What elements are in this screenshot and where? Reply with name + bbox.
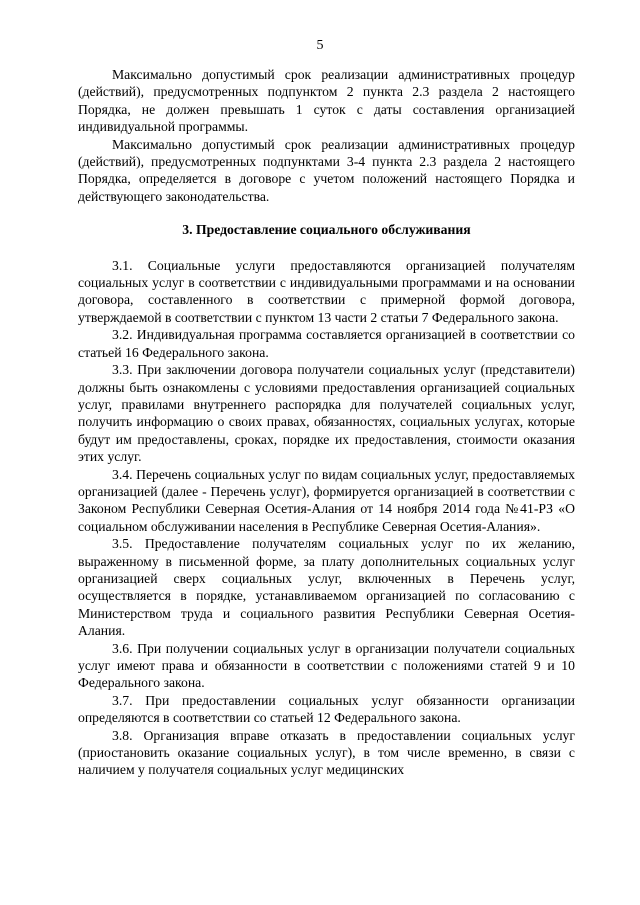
section-heading: 3. Предоставление социального обслуживания: [182, 222, 471, 238]
intro-paragraph-1: Максимально допустимый срок реализации административных процедур (действий), предусмотренных подпунктом 2 пункта 2.3 раздела 2 настоящего Порядка, не должен превышать 1 суток с даты составления организацией индивидуальной программы.: [78, 67, 575, 135]
paragraph-3-3: 3.3. При заключении договора получатели социальных услуг (представители) должны быть ознакомлены с условиями предоставления организацией социальных услуг, правилами внутреннего распорядка для получателей социальных услуг, получить информацию о своих правах, обязанностях, социальных услугах, которые будут им предоставлены, сроках, порядке их предоставления, стоимости оказания этих услуг.: [78, 362, 575, 465]
paragraph-3-5: 3.5. Предоставление получателям социальных услуг по их желанию, выраженному в письменной форме, за плату дополнительных социальных услуг организацией сверх социальных услуг, включенных в Перечень услуг, осуществляется в порядке, устанавливаемом организацией по согласованию с Министерством труда и социального развития Республики Северная Осетия-Алания.: [78, 536, 575, 639]
paragraph-3-6: 3.6. При получении социальных услуг в организации получатели социальных услуг имеют права и обязанности в соответствии с положениями статей 9 и 10 Федерального закона.: [78, 640, 575, 691]
paragraph-3-1: 3.1. Социальные услуги предоставляются организацией получателям социальных услуг в соответствии с индивидуальными программами и на основании договора, составленного в соответствии с примерной формой договора, утверждаемой в соответствии с пунктом 13 части 2 статьи 7 Федерального закона.: [78, 257, 575, 325]
paragraph-3-7: 3.7. При предоставлении социальных услуг обязанности организации определяются в соответствии со статьей 12 Федерального закона.: [78, 692, 575, 726]
paragraph-3-4: 3.4. Перечень социальных услуг по видам социальных услуг, предоставляемых организацией (далее - Перечень услуг), формируется организацией в соответствии с Законом Республики Северная Осетия-Алания от 14 ноября 2014 года №41-РЗ «О социальном обслуживании населения в Республике Северная Осетия-Алания».: [78, 466, 575, 534]
paragraph-3-8: 3.8. Организация вправе отказать в предоставлении социальных услуг (приостановить оказание социальных услуг), в том числе временно, в связи с наличием у получателя социальных услуг медицинских: [78, 727, 575, 778]
paragraph-3-2: 3.2. Индивидуальная программа составляется организацией в соответствии со статьей 16 Федерального закона.: [78, 327, 575, 360]
intro-paragraph-2: Максимально допустимый срок реализации административных процедур (действий), предусмотренных подпунктами 3-4 пункта 2.3 раздела 2 настоящего Порядка, определяется в договоре с учетом положений настоящего Порядка и действующего законодательства.: [78, 136, 575, 204]
document-body: [78, 66, 575, 779]
page-number: 5: [316, 38, 324, 53]
